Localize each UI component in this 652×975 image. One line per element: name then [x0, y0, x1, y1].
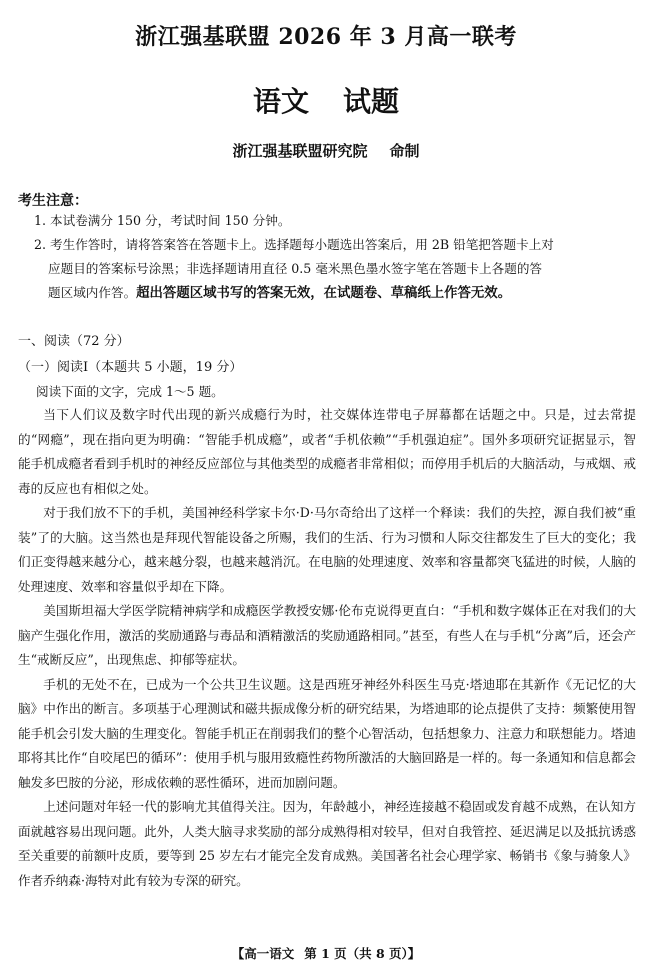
producer-name: 浙江强基联盟研究院: [232, 142, 368, 160]
notice-item-1: 1. 本试卷满分 150 分，考试时间 150 分钟。: [34, 213, 291, 228]
passage-paragraph: 上述问题对年轻一代的影响尤其值得关注。因为，年龄越小，神经连接越不稳固或发育越不成熟，在认知方面就越容易出现问题。此外，人类大脑寻求奖励的部分成熟得相对较早，但对自我管控、延迟满足以及抵抗诱惑至关重要的前额叶皮质，要等到 25 岁左右才能完全发育成熟。美国著名社会心理学家、畅销书《象与骑象人》作者乔纳森·海特对此有较为专深的研究。: [18, 799, 636, 888]
notice-emphasis-text: 超出答题区域书写的答案无效，在试题卷、草稿纸上作答无效。: [136, 286, 512, 301]
producer-line: [0, 140, 652, 161]
reading-instruction: 阅读下面的文字，完成 1～5 题。: [36, 384, 224, 399]
exam-title: 浙江强基联盟 2026 年 3 月高一联考: [135, 24, 517, 50]
footer-page-number: 第 1 页（共 8 页）】: [304, 946, 421, 961]
subject-name: 语文: [252, 85, 309, 118]
passage-paragraph: 对于我们放不下的手机，美国神经科学家卡尔·D·马尔奇给出了这样一个释读：我们的失控，源自我们被“重装”了的大脑。这当然也是拜现代智能设备之所赐，我们的生活、行为习惯和人际交往都发生了巨大的变化；我们正变得越来越分心，越来越分裂，也越来越消沉。在电脑的处理速度、效率和容量都突飞猛进的时候，人脑的处理速度、效率和容量似乎却在下降。: [18, 505, 636, 594]
reading-passage: [18, 403, 636, 893]
notice-item-2-line-2: 应题目的答案标号涂黑；非选择题请用直径 0.5 毫米黑色墨水签字笔在答题卡上各题的答: [48, 261, 543, 276]
notice-item-2-line-1: 2. 考生作答时，请将答案答在答题卡上。选择题每小题选出答案后，用 2B 铅笔把答题卡上对: [34, 237, 554, 252]
subject-title: [0, 80, 652, 120]
notice-item-2: [34, 233, 634, 306]
footer-course: 【高一语文: [231, 946, 295, 961]
notice-heading: 考生注意：: [18, 193, 88, 209]
producer-role: 命制: [389, 142, 420, 160]
notice-item-2-line-3: [34, 281, 634, 306]
section-heading: 一、阅读（72 分）: [18, 334, 130, 349]
notice-plain-text: 题区域内作答。: [48, 285, 137, 300]
subsection-heading: （一）阅读Ⅰ（本题共 5 小题，19 分）: [18, 360, 243, 375]
subject-type: 试题: [343, 85, 400, 118]
passage-paragraph: 手机的无处不在，已成为一个公共卫生议题。这是西班牙神经外科医生马克·塔迪耶在其新作《无记忆的大脑》中作出的断言。多项基于心理测试和磁共振成像分析的研究结果，为塔迪耶的论点提供了支持：频繁使用智能手机会引发大脑的生理变化。智能手机正在削弱我们的整个心智活动，包括想象力、注意力和联想能力。塔迪耶将其比作“自咬尾巴的循环”：使用手机与服用致瘾性药物所激活的大脑回路是一样的。每一条通知和信息都会触发多巴胺的分泌，形成依赖的恶性循环，进而加剧问题。: [18, 676, 636, 790]
passage-paragraph: 当下人们议及数字时代出现的新兴成瘾行为时，社交媒体连带电子屏幕都在话题之中。只是，过去常提的“网瘾”，现在指向更为明确：“智能手机成瘾”，或者“手机依赖”“手机强迫症”。国外多项研究证据显示，智能手机成瘾者看到手机时的神经反应部位与其他类型的成瘾者非常相似；而停用手机后的大脑活动，与戒烟、戒毒的反应也有相似之处。: [18, 407, 636, 496]
passage-paragraph: 美国斯坦福大学医学院精神病学和成瘾医学教授安娜·伦布克说得更直白：“手机和数字媒体正在对我们的大脑产生强化作用，激活的奖励通路与毒品和酒精激活的奖励通路相同。”甚至，有些人在与手机“分离”后，还会产生“戒断反应”，出现焦虑、抑郁等症状。: [18, 603, 636, 667]
page-footer: [0, 944, 652, 962]
